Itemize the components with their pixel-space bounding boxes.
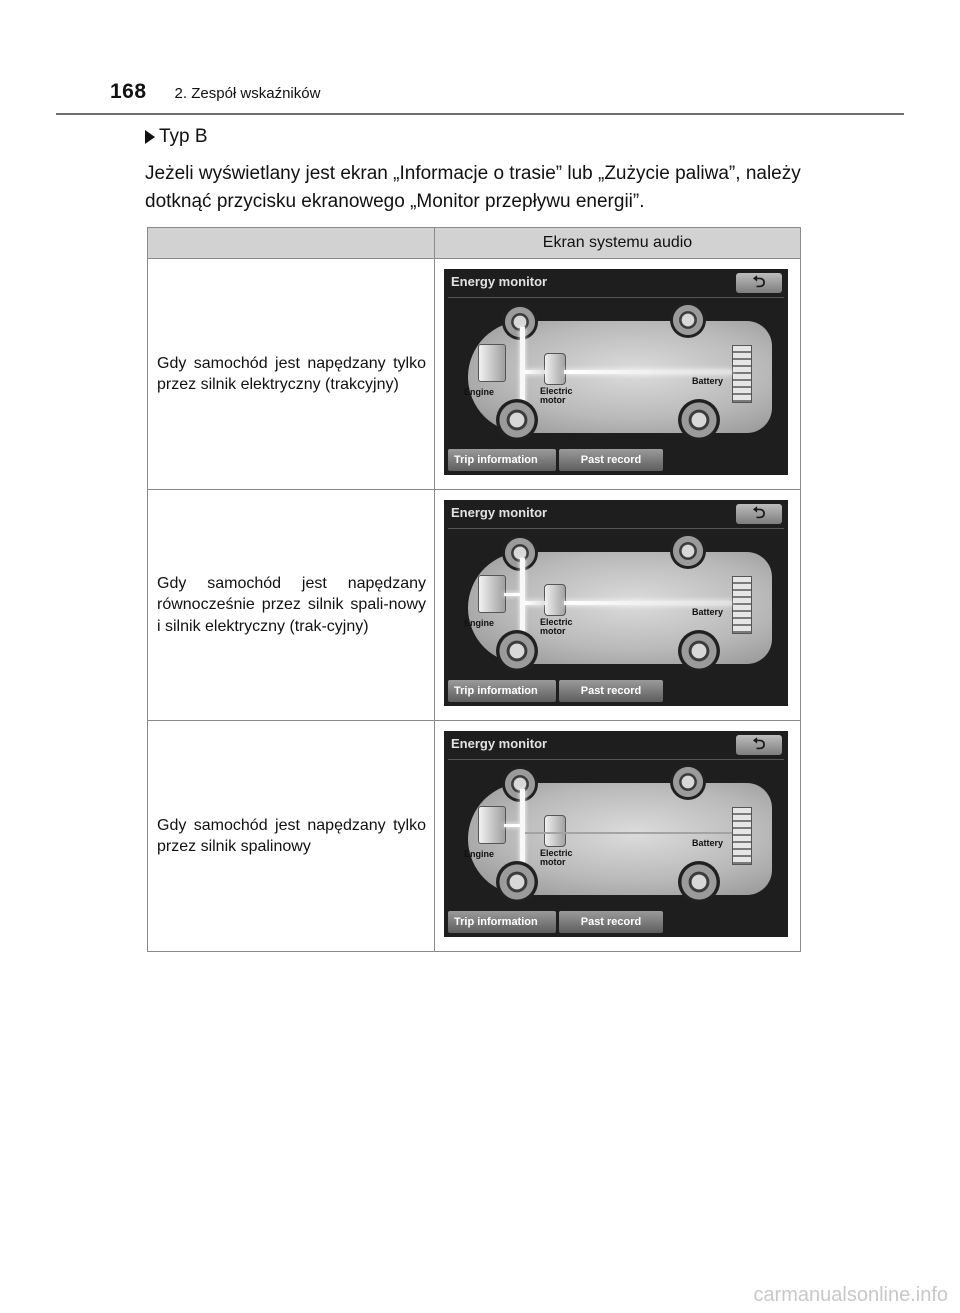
energy-monitor-screen	[444, 731, 788, 937]
tire-icon	[670, 533, 706, 569]
engine-icon	[478, 344, 506, 382]
screen-button-row	[448, 449, 666, 471]
section-heading	[145, 126, 208, 148]
table-row	[148, 259, 801, 490]
energy-flow-line	[564, 601, 732, 605]
table-row	[148, 490, 801, 721]
table-row	[148, 721, 801, 952]
electric-motor-label: Electric motor	[540, 848, 573, 867]
row-description: Gdy samochód jest napędzany równocześnie przez silnik spali-nowy i silnik elektryczny (trak-cyjny)	[148, 490, 435, 721]
tire-icon	[678, 630, 720, 672]
row-description: Gdy samochód jest napędzany tylko przez silnik elektryczny (trakcyjny)	[148, 259, 435, 490]
electric-motor-label: Electric motor	[540, 617, 573, 636]
watermark: carmanualsonline.info	[753, 1284, 948, 1306]
return-arrow-icon: ⮌	[752, 736, 766, 753]
energy-flow-table	[147, 227, 801, 952]
screen-button-row	[448, 680, 666, 702]
engine-icon	[478, 575, 506, 613]
energy-monitor-screen	[444, 500, 788, 706]
tire-icon	[496, 630, 538, 672]
engine-icon	[478, 806, 506, 844]
screen-separator	[448, 297, 784, 298]
chapter-title: 2. Zespół wskaźników	[174, 85, 321, 102]
back-button[interactable]	[736, 273, 782, 293]
row-description: Gdy samochód jest napędzany tylko przez silnik spalinowy	[148, 721, 435, 952]
battery-label: Battery	[692, 376, 724, 386]
section-heading-text: Typ B	[159, 126, 208, 147]
past-record-button[interactable]: Past record	[559, 911, 663, 933]
row-screen-cell	[435, 490, 801, 721]
screen-title: Energy monitor	[451, 736, 548, 751]
tire-icon	[678, 399, 720, 441]
triangle-bullet-icon	[145, 130, 155, 144]
screen-button-row	[448, 911, 666, 933]
engine-label: Engine	[464, 849, 495, 859]
electric-motor-icon	[544, 353, 566, 385]
battery-label: Battery	[692, 607, 724, 617]
table-header-right: Ekran systemu audio	[435, 228, 801, 259]
battery-icon	[732, 807, 752, 865]
tire-icon	[496, 861, 538, 903]
electric-motor-icon	[544, 815, 566, 847]
tire-icon	[670, 764, 706, 800]
intro-paragraph: Jeżeli wyświetlany jest ekran „Informacje o trasie” lub „Zużycie paliwa”, należy dotknąć przycisku ekranowego „Monitor przepływu energii”.	[145, 163, 801, 212]
tire-icon	[678, 861, 720, 903]
battery-icon	[732, 576, 752, 634]
table-header-left	[148, 228, 435, 259]
electric-motor-icon	[544, 584, 566, 616]
screen-title: Energy monitor	[451, 505, 548, 520]
energy-monitor-screen	[444, 269, 788, 475]
back-button[interactable]	[736, 504, 782, 524]
energy-flow-line	[525, 601, 545, 605]
row-screen-cell	[435, 259, 801, 490]
return-arrow-icon: ⮌	[752, 274, 766, 291]
inactive-flow-line	[525, 832, 732, 834]
past-record-button[interactable]: Past record	[559, 680, 663, 702]
energy-flow-line	[564, 370, 732, 374]
engine-flow-line	[504, 824, 520, 827]
tire-icon	[670, 302, 706, 338]
page-number: 168	[110, 80, 147, 103]
header-rule	[56, 113, 904, 115]
row-screen-cell	[435, 721, 801, 952]
engine-label: Engine	[464, 618, 495, 628]
battery-icon	[732, 345, 752, 403]
engine-label: Engine	[464, 387, 495, 397]
engine-flow-line	[504, 593, 520, 596]
page-header	[110, 80, 320, 104]
tire-icon	[496, 399, 538, 441]
trip-information-button[interactable]: Trip information	[448, 680, 556, 702]
screen-separator	[448, 759, 784, 760]
screen-title: Energy monitor	[451, 274, 548, 289]
battery-label: Battery	[692, 838, 724, 848]
back-button[interactable]	[736, 735, 782, 755]
past-record-button[interactable]: Past record	[559, 449, 663, 471]
trip-information-button[interactable]: Trip information	[448, 449, 556, 471]
energy-flow-line	[525, 370, 545, 374]
electric-motor-label: Electric motor	[540, 386, 573, 405]
screen-separator	[448, 528, 784, 529]
return-arrow-icon: ⮌	[752, 505, 766, 522]
trip-information-button[interactable]: Trip information	[448, 911, 556, 933]
